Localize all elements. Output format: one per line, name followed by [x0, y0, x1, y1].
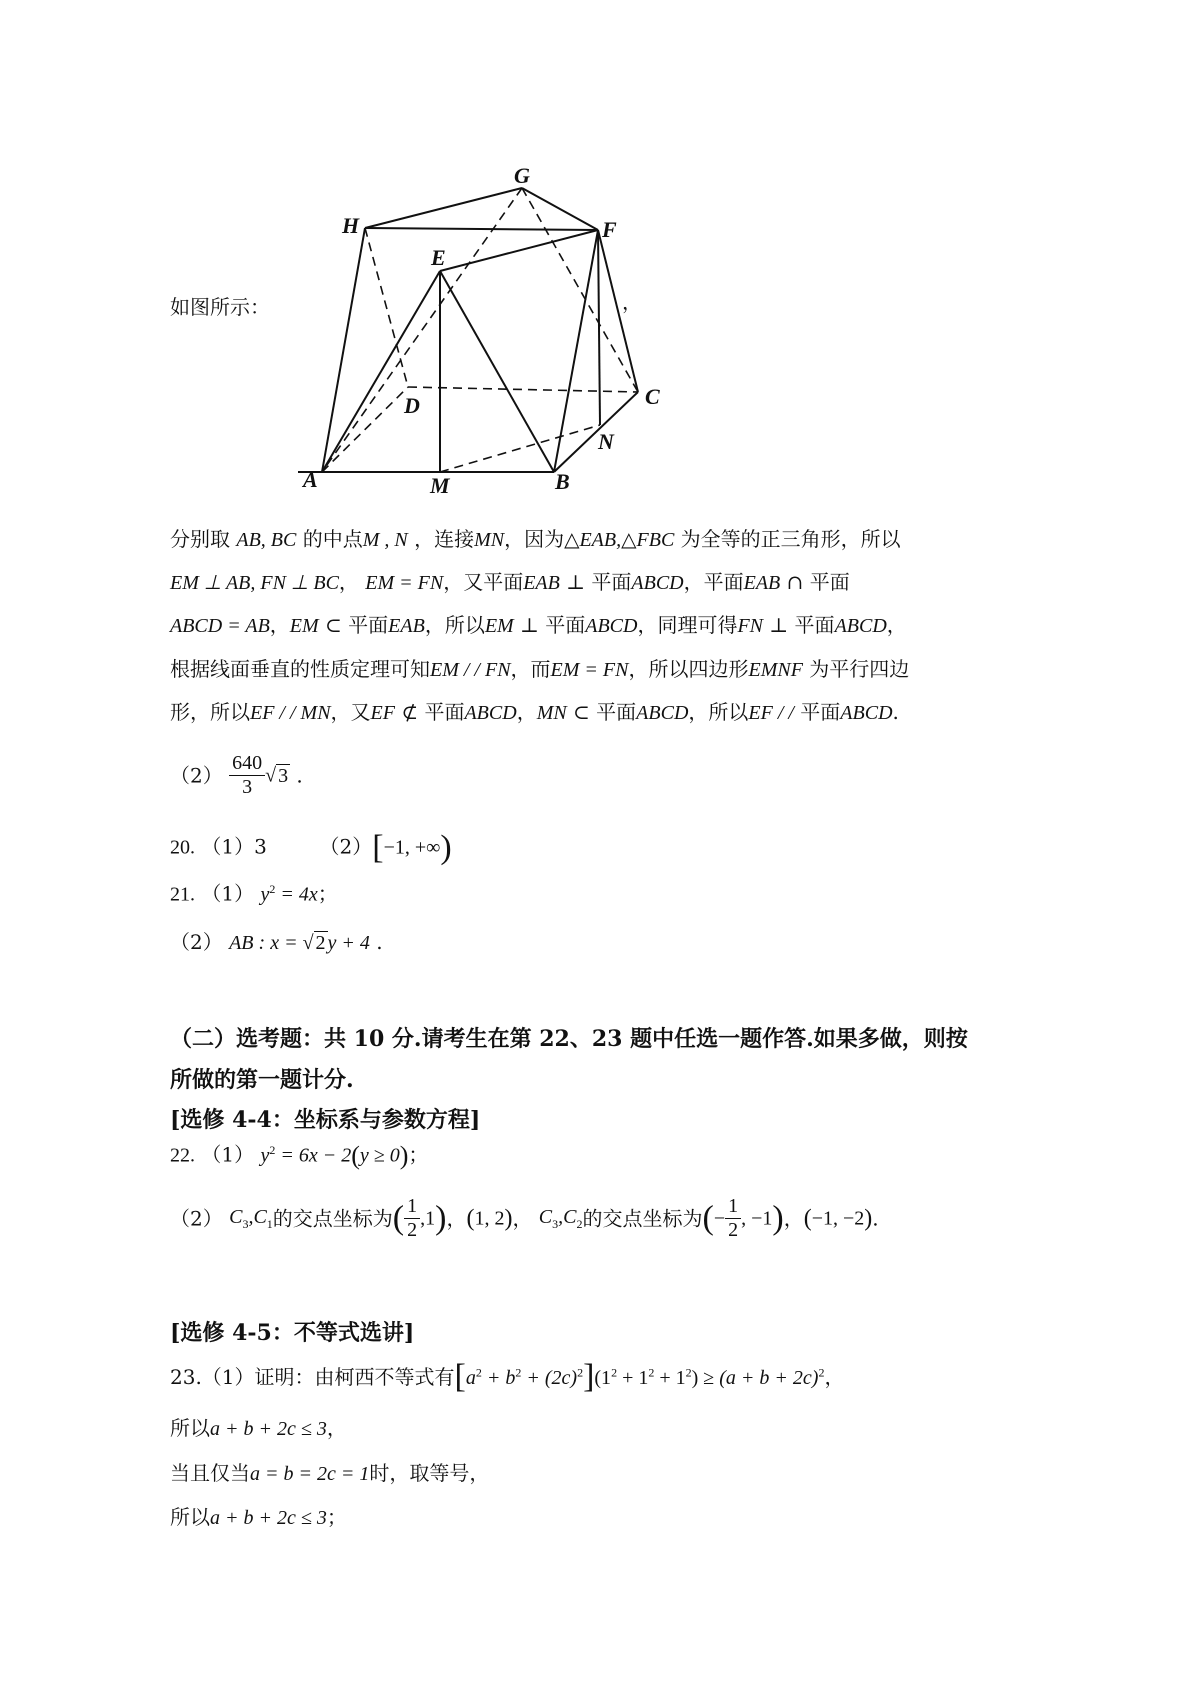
label-h: H: [342, 213, 360, 238]
label-f: F: [602, 217, 617, 242]
edge-mn: [440, 425, 600, 472]
q19-line1: 分别取 AB, BC 的中点M , N ，连接MN，因为△EAB,△FBC 为全等的正三角形，所以: [170, 527, 901, 551]
figure-intro: 如图所示：: [170, 295, 270, 319]
fraction-640-3: $\frac{640}{3}$: [229, 752, 265, 799]
q23-line2: 所以a + b + 2c ≤ 3，: [170, 1416, 347, 1440]
section2-line1: （二）选考题：共 10 分.请考生在第 22、23 题中任选一题作答.如果多做，则按: [170, 1026, 968, 1052]
edge-hg: [365, 188, 522, 228]
q23-line4: 所以a + b + 2c ≤ 3；: [170, 1505, 347, 1529]
edge-fc: [598, 230, 638, 392]
label-c: C: [645, 384, 660, 409]
edge-eb: [440, 271, 554, 472]
q19-line5: 形，所以EF / / MN，又EF ⊄ 平面ABCD，MN ⊂ 平面ABCD，所以EF / / 平面ABCD.: [170, 700, 899, 724]
q19-line3: ABCD = AB，EM ⊂ 平面EAB，所以EM ⊥ 平面ABCD，同理可得FN ⊥ 平面ABCD，: [170, 613, 907, 637]
edge-ef: [440, 230, 598, 271]
q23-line3: 当且仅当a = b = 2c = 1时，取等号，: [170, 1461, 490, 1485]
section2-line2: 所做的第一题计分.: [170, 1067, 354, 1093]
label-a: A: [303, 467, 318, 492]
edge-hf: [365, 228, 598, 230]
q21-line2: （2） AB : x = √ 2 y + 4 .: [170, 930, 383, 954]
elective-45-title: [选修 4-5：不等式选讲]: [170, 1320, 415, 1346]
label-d: D: [404, 393, 420, 418]
q19-line4: 根据线面垂直的性质定理可知EM / / FN，而EM = FN，所以四边形EMNF 为平行四边: [170, 657, 910, 681]
label-b: B: [555, 469, 570, 494]
q22-line1: 22. （1） $y^2 = 6x - 2(y \ge 0)$；: [170, 1141, 429, 1170]
q23-line1: 23.（1）证明：由柯西不等式有$[a^2 + b^2 + (2c)^2](1^2 + 1^2 + 1^2) \ge (a + b + 2c)^2$，: [170, 1358, 845, 1395]
label-g: G: [514, 163, 530, 188]
q22-line2: （2） $C_3,C_1$的交点坐标为( $\frac{1}{2}$ ,1)，(1, 2)， $C_3,C_2$的交点坐标为(− $\frac{1}{2}$ , −1)，(−1, −2).: [170, 1195, 879, 1241]
q19-line2: EM ⊥ AB, FN ⊥ BC， EM = FN，又平面EAB ⊥ 平面ABCD，平面EAB ∩ 平面: [170, 570, 850, 594]
polyhedron-figure: [0, 0, 1200, 520]
q21-line1: 21. （1） $y^2 = 4x$；: [170, 881, 338, 906]
label-n: N: [598, 429, 614, 454]
label-e: E: [431, 245, 446, 270]
figure-trail: ，: [622, 290, 642, 314]
q20: 20. （1）3 （2）[−1, +∞): [170, 829, 452, 866]
edge-fn: [598, 230, 600, 425]
edge-gc: [522, 188, 638, 392]
edge-dc: [408, 387, 638, 392]
q19-part2: （2） $\frac{640}{3}$ √ 3 .: [170, 752, 303, 798]
label-m: M: [430, 473, 450, 498]
elective-44-title: [选修 4-4：坐标系与参数方程]: [170, 1107, 481, 1133]
